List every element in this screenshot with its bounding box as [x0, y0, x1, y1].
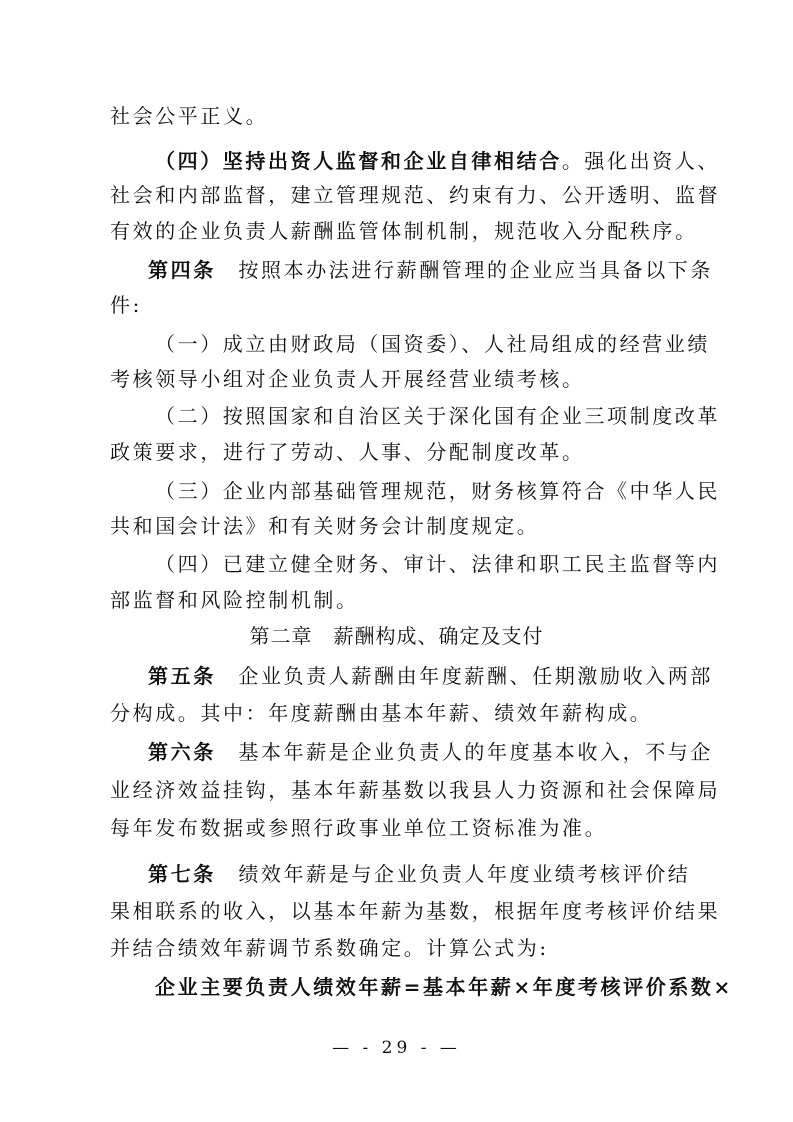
article-number: 第五条 — [148, 664, 216, 688]
text-run: 基本年薪是企业负责人的年度基本收入，不与企 — [215, 740, 714, 764]
text-line — [148, 738, 713, 766]
text-run: 企业负责人薪酬由年度薪酬、任期激励收入两部 — [215, 664, 714, 688]
text-line — [148, 860, 690, 888]
text-line: 共和国会计法》和有关财务会计制度规定。 — [110, 514, 540, 538]
text-line: （二）按照国家和自治区关于深化国有企业三项制度改革 — [155, 404, 720, 428]
text-line: 业经济效益挂钩，基本年薪基数以我县人力资源和社会保障局 — [110, 778, 721, 802]
article-number: 第七条 — [148, 862, 216, 886]
text-line: 分构成。其中：年度薪酬由基本年薪、绩效年薪构成。 — [110, 701, 653, 725]
text-line: 有效的企业负责人薪酬监管体制机制，规范收入分配秩序。 — [110, 219, 698, 243]
chapter-title: 第二章 薪酬构成、确定及支付 — [249, 624, 544, 648]
text-line — [155, 147, 720, 175]
text-line: 果相联系的收入，以基本年薪为基数，根据年度考核评价结果 — [110, 899, 721, 923]
text-line: 政策要求，进行了劳动、人事、分配制度改革。 — [110, 440, 585, 464]
text-line: （四）已建立健全财务、审计、法律和职工民主监督等内 — [155, 552, 720, 576]
text-line: 部监督和风险控制机制。 — [110, 588, 359, 612]
bold-heading: （四）坚持出资人监督和企业自律相结合 — [155, 149, 562, 173]
text-run: 绩效年薪是与企业负责人年度业绩考核评价结 — [215, 862, 691, 886]
text-line: 并结合绩效年薪调节系数确定。计算公式为: — [110, 936, 549, 960]
text-line: 考核领导小组对企业负责人开展经营业绩考核。 — [110, 367, 585, 391]
text-line: 每年发布数据或参照行政事业单位工资标准为准。 — [110, 816, 608, 840]
text-run: 按照本办法进行薪酬管理的企业应当具备以下条 — [215, 258, 714, 282]
text-line: 社会公平正义。 — [110, 104, 269, 128]
article-number: 第四条 — [148, 258, 216, 282]
text-line: （一）成立由财政局（国资委）、人社局组成的经营业绩 — [155, 332, 710, 356]
page-number: — - 29 - — — [332, 1038, 461, 1058]
text-run: 。强化出资人、 — [561, 149, 721, 173]
text-line: 社会和内部监督，建立管理规范、约束有力、公开透明、监督 — [110, 183, 721, 207]
text-line: （三）企业内部基础管理规范，财务核算符合《中华人民 — [155, 479, 720, 503]
article-number: 第六条 — [148, 740, 216, 764]
text-line — [148, 256, 713, 284]
text-line: 件: — [110, 293, 142, 317]
formula-line: 企业主要负责人绩效年薪=基本年薪×年度考核评价系数× — [155, 975, 733, 999]
text-line — [148, 662, 713, 690]
